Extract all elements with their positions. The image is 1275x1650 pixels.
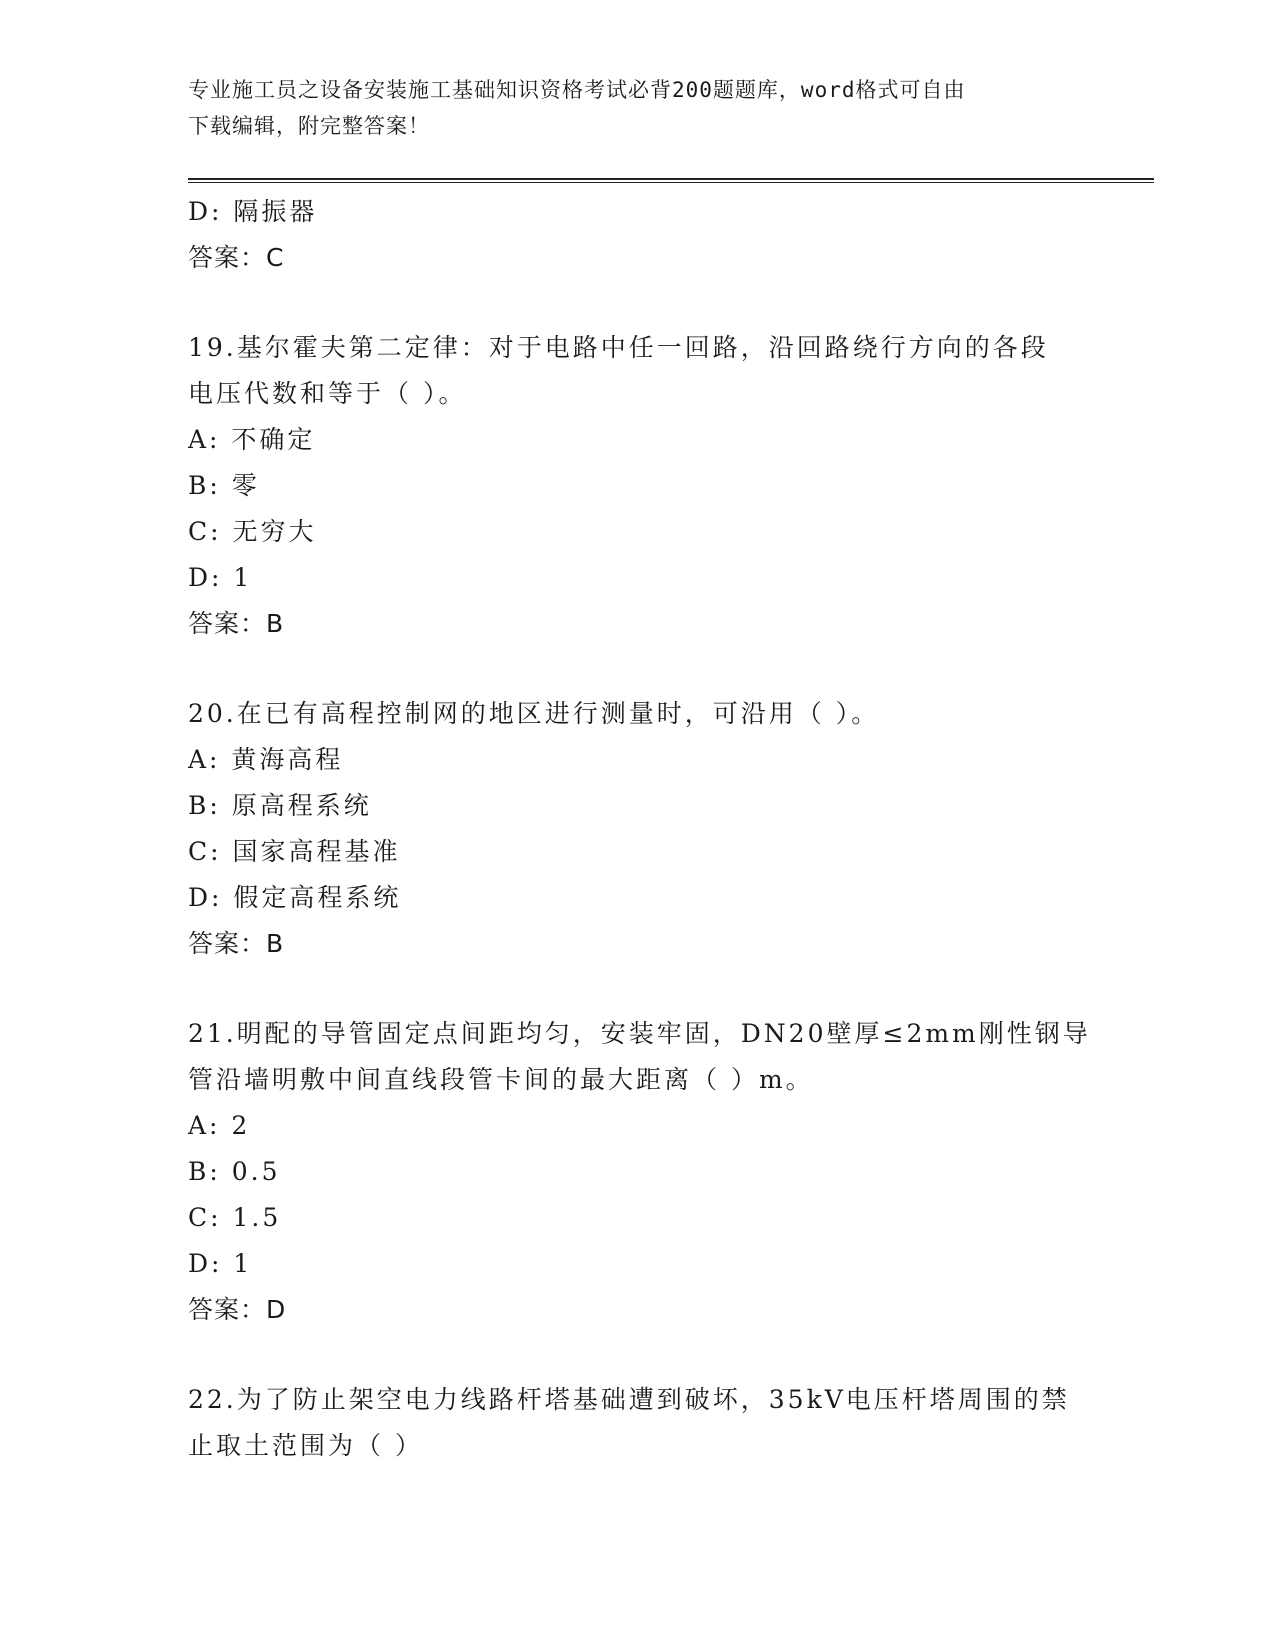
question-stem: 止取土范围为（ ） bbox=[188, 1431, 423, 1460]
prev-answer: 答案：C bbox=[188, 243, 285, 272]
question-22 bbox=[188, 1377, 1168, 1469]
option-c: C: 国家高程基准 bbox=[188, 837, 401, 866]
question-21 bbox=[188, 1011, 1168, 1333]
option-d: D: 1 bbox=[188, 563, 253, 592]
answer: 答案：B bbox=[188, 929, 285, 958]
option-b: B: 0.5 bbox=[188, 1157, 281, 1186]
option-d: D: 假定高程系统 bbox=[188, 883, 402, 912]
option-c: C: 1.5 bbox=[188, 1203, 282, 1232]
option-a: A: 不确定 bbox=[188, 425, 316, 454]
document-header bbox=[188, 72, 1068, 144]
option-d: D: 1 bbox=[188, 1249, 253, 1278]
question-stem: 19.基尔霍夫第二定律：对于电路中任一回路，沿回路绕行方向的各段 bbox=[188, 333, 1049, 362]
question-stem: 21.明配的导管固定点间距均匀，安装牢固，DN20壁厚≤2mm刚性钢导 bbox=[188, 1019, 1091, 1048]
answer: 答案：D bbox=[188, 1295, 287, 1324]
header-line-2: 下载编辑，附完整答案！ bbox=[188, 114, 430, 138]
question-stem: 22.为了防止架空电力线路杆塔基础遭到破坏，35kV电压杆塔周围的禁 bbox=[188, 1385, 1070, 1414]
question-stem: 20.在已有高程控制网的地区进行测量时，可沿用（ ）。 bbox=[188, 699, 880, 728]
option-a: A: 2 bbox=[188, 1111, 251, 1140]
option-c: C: 无穷大 bbox=[188, 517, 317, 546]
question-19 bbox=[188, 325, 1168, 647]
question-stem: 管沿墙明敷中间直线段管卡间的最大距离（ ）m。 bbox=[188, 1065, 814, 1094]
header-line-1: 专业施工员之设备安装施工基础知识资格考试必背200题题库，word格式可自由 bbox=[188, 78, 966, 102]
question-stem: 电压代数和等于（ ）。 bbox=[188, 379, 467, 408]
option-a: A: 黄海高程 bbox=[188, 745, 344, 774]
document-body bbox=[188, 189, 1168, 1469]
header-divider bbox=[188, 178, 1154, 183]
question-20 bbox=[188, 691, 1168, 967]
prev-option-d: D: 隔振器 bbox=[188, 197, 318, 226]
answer: 答案：B bbox=[188, 609, 285, 638]
option-b: B: 原高程系统 bbox=[188, 791, 372, 820]
option-b: B: 零 bbox=[188, 471, 260, 500]
